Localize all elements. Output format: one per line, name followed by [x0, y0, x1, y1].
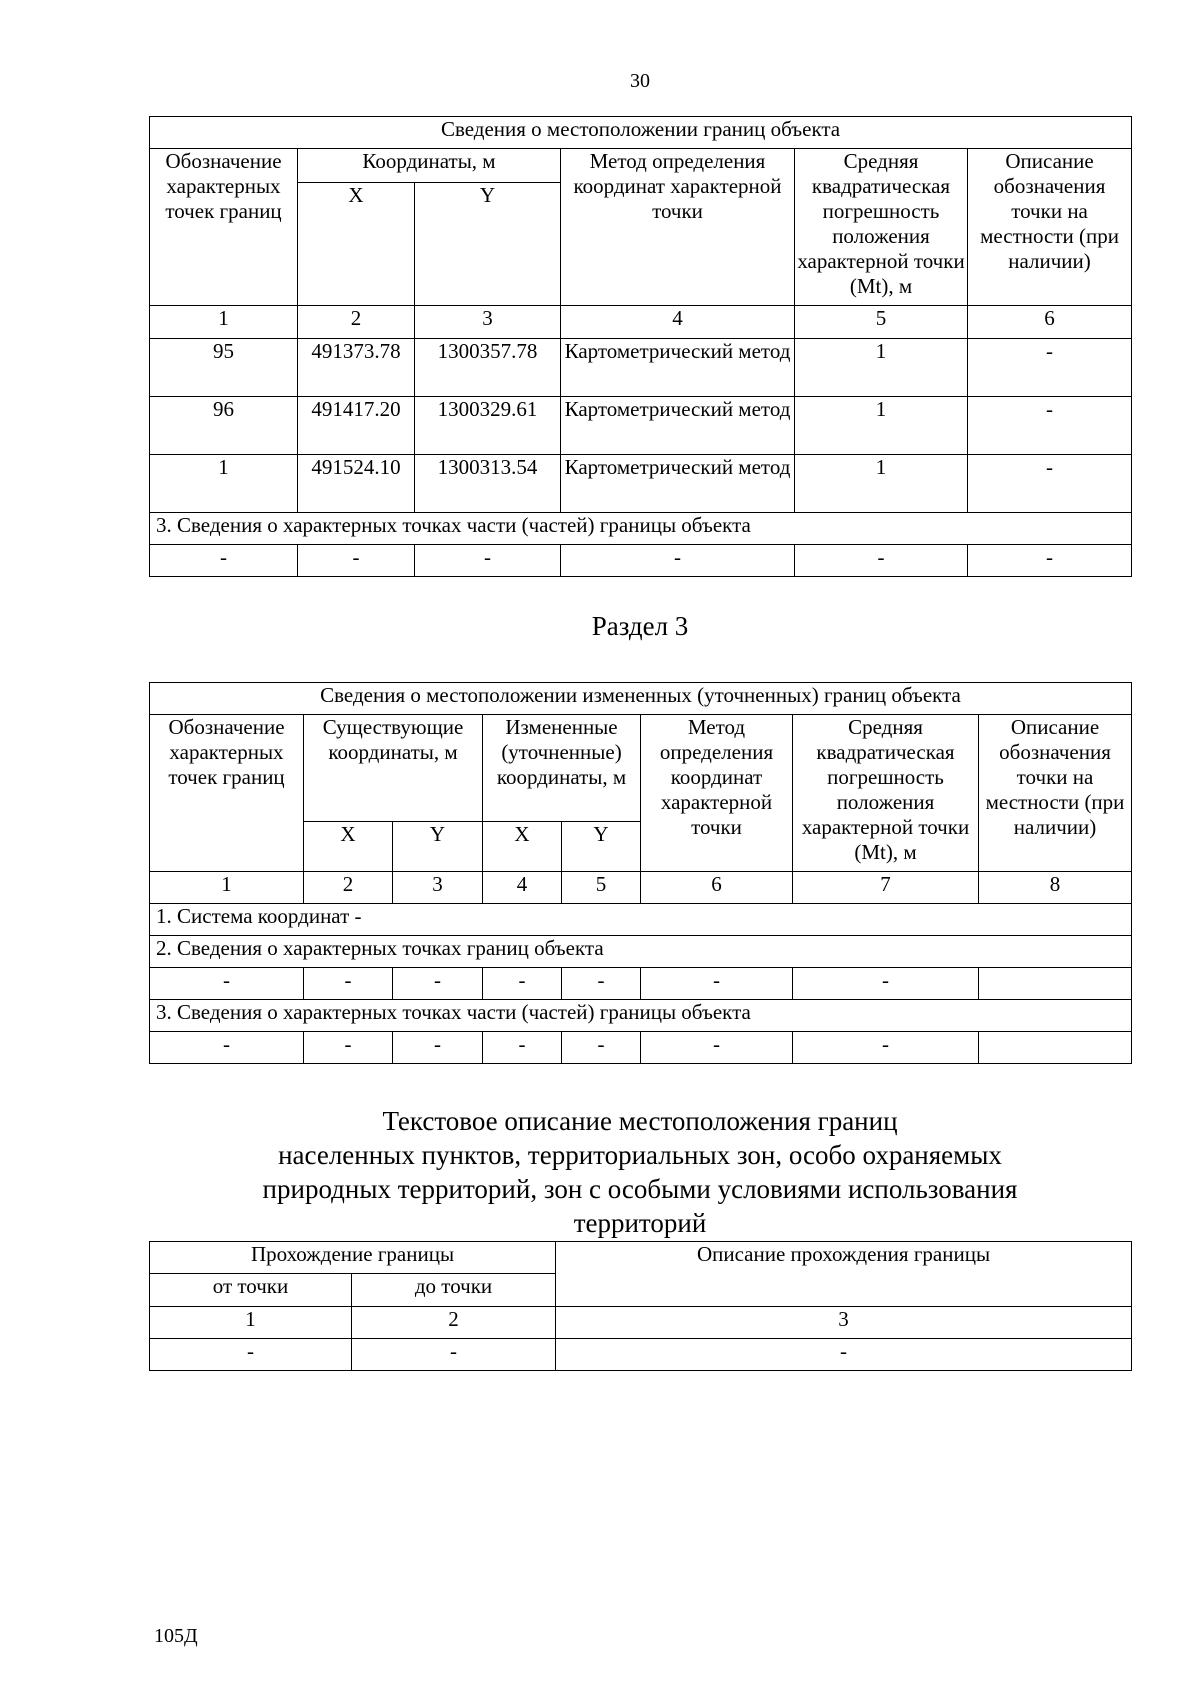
column-number: 7: [793, 872, 979, 904]
empty-cell: [979, 968, 1132, 1000]
section-heading: Раздел 3: [591, 611, 689, 641]
empty-cell: -: [150, 1339, 352, 1371]
empty-cell: -: [304, 1032, 393, 1064]
method: Картометрический метод: [561, 455, 795, 513]
empty-cell: -: [562, 1032, 641, 1064]
column-number: 3: [415, 306, 561, 339]
header-y: Y: [562, 822, 641, 872]
column-number: 8: [979, 872, 1132, 904]
empty-cell: -: [793, 1032, 979, 1064]
empty-cell: -: [795, 545, 968, 577]
header-method: Метод определения координат характерной точки: [641, 715, 793, 872]
header-y: Y: [415, 183, 561, 306]
header-existing-coordinates: Существующие координаты, м: [304, 715, 483, 822]
header-y: Y: [393, 822, 483, 872]
heading-line: территорий: [573, 1208, 707, 1238]
table-row: [150, 1032, 1132, 1064]
header-passage: Прохождение границы: [150, 1242, 556, 1274]
column-number: 2: [304, 872, 393, 904]
header-x: X: [483, 822, 562, 872]
empty-cell: -: [298, 545, 415, 577]
empty-cell: -: [483, 1032, 562, 1064]
point-number: 1: [150, 455, 298, 513]
description: -: [968, 455, 1132, 513]
header-x: X: [298, 183, 415, 306]
header-error: Средняя квадратическая погрешность положения характерной точки (Mt), м: [793, 715, 979, 872]
footer-code: 105Д: [154, 1625, 198, 1647]
empty-cell: -: [483, 968, 562, 1000]
empty-cell: -: [556, 1339, 1132, 1371]
header-from-point: от точки: [150, 1274, 352, 1307]
column-number: 5: [562, 872, 641, 904]
coordinate-y: 1300357.78: [415, 339, 561, 397]
error-value: 1: [795, 397, 968, 455]
section-3-label: 3. Сведения о характерных точках части (частей) границы объекта: [150, 513, 1132, 545]
column-number: 5: [795, 306, 968, 339]
empty-cell: -: [393, 968, 483, 1000]
heading-line: населенных пунктов, территориальных зон, особо охраняемых: [278, 1140, 1002, 1170]
header-x: X: [304, 822, 393, 872]
table-row: [150, 545, 1132, 577]
empty-cell: -: [641, 968, 793, 1000]
header-description: Описание обозначения точки на местности (при наличии): [979, 715, 1132, 872]
column-number: 6: [968, 306, 1132, 339]
boundary-location-table: [149, 116, 1132, 577]
empty-cell: -: [150, 968, 304, 1000]
header-error: Средняя квадратическая погрешность положения характерной точки (Mt), м: [795, 149, 968, 306]
page-number: 30: [630, 70, 650, 92]
header-coordinates: Координаты, м: [298, 149, 561, 183]
coordinate-x: 491373.78: [298, 339, 415, 397]
column-number: 1: [150, 1307, 352, 1339]
empty-cell: -: [150, 1032, 304, 1064]
empty-cell: -: [968, 545, 1132, 577]
boundary-passage-table: [149, 1241, 1132, 1371]
column-number: 4: [483, 872, 562, 904]
coordinate-x: 491524.10: [298, 455, 415, 513]
column-number: 4: [561, 306, 795, 339]
column-number: 1: [150, 872, 304, 904]
changed-boundary-table: [149, 682, 1132, 1064]
table-title: Сведения о местоположении измененных (уточненных) границ объекта: [150, 683, 1132, 715]
header-description: Описание обозначения точки на местности (при наличии): [968, 149, 1132, 306]
description: -: [968, 397, 1132, 455]
error-value: 1: [795, 339, 968, 397]
heading-line: Текстовое описание местоположения границ: [382, 1106, 898, 1136]
column-number-row: [150, 1307, 1132, 1339]
empty-cell: -: [562, 968, 641, 1000]
method: Картометрический метод: [561, 339, 795, 397]
method: Картометрический метод: [561, 397, 795, 455]
empty-cell: -: [641, 1032, 793, 1064]
header-to-point: до точки: [352, 1274, 556, 1307]
header-designation: Обозначение характерных точек границ: [150, 715, 304, 872]
coordinate-y: 1300313.54: [415, 455, 561, 513]
coordinate-y: 1300329.61: [415, 397, 561, 455]
empty-cell: -: [793, 968, 979, 1000]
column-number: 6: [641, 872, 793, 904]
column-number-row: [150, 306, 1132, 339]
header-passage-description: Описание прохождения границы: [556, 1242, 1132, 1307]
empty-cell: -: [415, 545, 561, 577]
text-description-heading: [140, 1104, 1140, 1240]
section-3-label: 3. Сведения о характерных точках части (частей) границы объекта: [150, 1000, 1132, 1032]
header-designation: Обозначение характерных точек границ: [150, 149, 298, 306]
table-row: [150, 1339, 1132, 1371]
point-number: 95: [150, 339, 298, 397]
column-number: 2: [352, 1307, 556, 1339]
empty-cell: [979, 1032, 1132, 1064]
table-title: Сведения о местоположении границ объекта: [150, 117, 1132, 149]
table-row: [150, 455, 1132, 513]
coordinate-system-label: 1. Система координат -: [150, 904, 1132, 936]
table-row: [150, 339, 1132, 397]
error-value: 1: [795, 455, 968, 513]
empty-cell: -: [150, 545, 298, 577]
empty-cell: -: [352, 1339, 556, 1371]
column-number-row: [150, 872, 1132, 904]
column-number: 3: [556, 1307, 1132, 1339]
heading-line: природных территорий, зон с особыми условиями использования: [262, 1174, 1018, 1204]
column-number: 3: [393, 872, 483, 904]
header-changed-coordinates: Измененные (уточненные) координаты, м: [483, 715, 641, 822]
section-2-label: 2. Сведения о характерных точках границ объекта: [150, 936, 1132, 968]
empty-cell: -: [304, 968, 393, 1000]
coordinate-x: 491417.20: [298, 397, 415, 455]
column-number: 1: [150, 306, 298, 339]
point-number: 96: [150, 397, 298, 455]
description: -: [968, 339, 1132, 397]
empty-cell: -: [393, 1032, 483, 1064]
header-method: Метод определения координат характерной точки: [561, 149, 795, 306]
empty-cell: -: [561, 545, 795, 577]
table-row: [150, 968, 1132, 1000]
table-row: [150, 397, 1132, 455]
column-number: 2: [298, 306, 415, 339]
